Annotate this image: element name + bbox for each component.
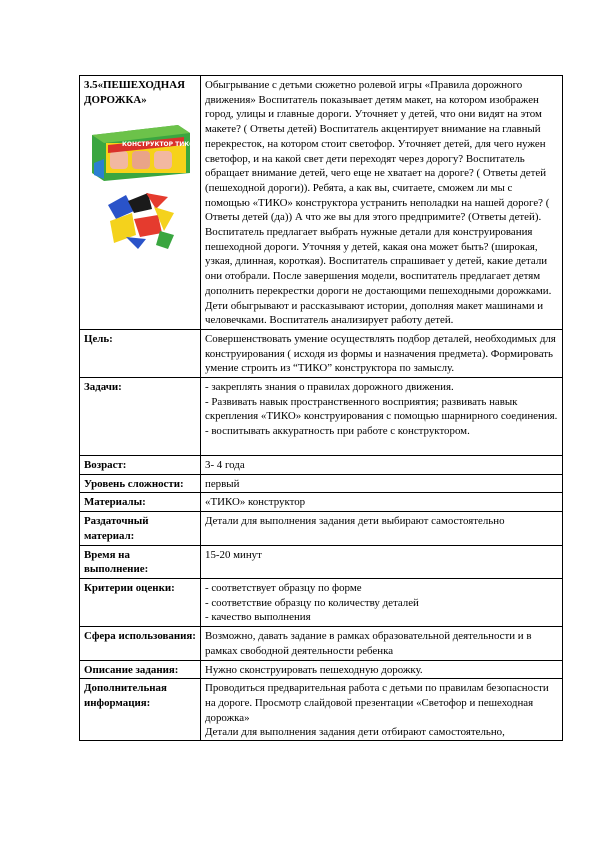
table-row bbox=[80, 660, 563, 679]
tasks-label: Задачи: bbox=[80, 378, 201, 456]
difficulty-label: Уровень сложности: bbox=[80, 474, 201, 493]
table-row bbox=[80, 493, 563, 512]
age-text: 3- 4 года bbox=[201, 456, 563, 475]
criteria-label: Критерии оценки: bbox=[80, 578, 201, 626]
scope-text: Возможно, давать задание в рамках образовательной деятельности и в рамках свободной деятельности ребенка bbox=[201, 627, 563, 660]
table-row bbox=[80, 474, 563, 493]
criteria-text: - соответствует образцу по форме - соответствие образцу по количеству деталей - качество выполнения bbox=[201, 578, 563, 626]
tasks-text: - закреплять знания о правилах дорожного движения. - Развивать навык пространственного восприятия; развивать навык скрепления «ТИКО» конструирования с помощью шарнирного соединения. - воспитывать аккуратность при работе с конструктором. bbox=[201, 378, 563, 456]
time-text: 15-20 минут bbox=[201, 545, 563, 578]
description-text: Нужно сконструировать пешеходную дорожку. bbox=[201, 660, 563, 679]
difficulty-text: первый bbox=[201, 474, 563, 493]
table-row bbox=[80, 456, 563, 475]
table-row bbox=[80, 545, 563, 578]
age-label: Возраст: bbox=[80, 456, 201, 475]
scope-label: Сфера использования: bbox=[80, 627, 201, 660]
row-label-cell bbox=[80, 76, 201, 330]
materials-text: «ТИКО» конструктор bbox=[201, 493, 563, 512]
table-row bbox=[80, 512, 563, 545]
handout-text: Детали для выполнения задания дети выбирают самостоятельно bbox=[201, 512, 563, 545]
materials-label: Материалы: bbox=[80, 493, 201, 512]
description-label: Описание задания: bbox=[80, 660, 201, 679]
table-row bbox=[80, 378, 563, 456]
table-row bbox=[80, 627, 563, 660]
goal-text: Совершенствовать умение осуществлять подбор деталей, необходимых для конструирования ( исходя из формы и назначения предмета). Формировать умение строить из “ТИКО” конструктора по замыслу. bbox=[201, 329, 563, 377]
table-row bbox=[80, 329, 563, 377]
box-logo-text: КОНСТРУКТОР ТИКО bbox=[122, 141, 194, 149]
task-scenario-text: Обыгрывание с детьми сюжетно ролевой игры «Правила дорожного движения» Воспитатель показывает детям макет, на котором изображен город, улицы и главные дороги. Уточняет у детей, что они видят на этом макете? ( Ответы детей) Воспитатель акцентирует внимание на главный перекресток, на котором стоит светофор. Уточняет детей, для чего нужен светофор, и на какой свет дети переходят через дорогу? Воспитатель обращает внимание детей, чего еще не хватает на дороге? ( Ответы детей (пешеходной дороги)). Ребята, а как вы, считаете, сможем ли мы с помощью «ТИКО» конструктора устранить неполадки на нашей дороге? ( Ответы детей (да)) А что же вы для этого предпримите? (Ответы детей). Воспитатель предлагает выбрать нужные детали для конструирования пешеходной дороги. Уточняя у детей, какая она может быть? (широкая, узкая, длинная, короткая). Воспитатель спрашивает у детей, какие детали они отобрали. После завершения модели, воспитатель предлагает детям дополнить перекрестки дороги не достающими пешеходными дорожками. Дети обыгрывают и рассказывают истории, дополняя макет машинами и человечками. Воспитатель анализирует работу детей. bbox=[201, 76, 563, 330]
tiko-shapes-image bbox=[106, 191, 176, 251]
table-row bbox=[80, 578, 563, 626]
table-row bbox=[80, 679, 563, 741]
extra-info-cell bbox=[201, 679, 563, 741]
task-title: 3.5«ПЕШЕХОДНАЯ ДОРОЖКА» bbox=[84, 79, 185, 106]
extra-info-label: Дополнительная информация: bbox=[80, 679, 201, 741]
table-row bbox=[80, 76, 563, 330]
time-label: Время на выполнение: bbox=[80, 545, 201, 578]
goal-label: Цель: bbox=[80, 329, 201, 377]
extra-info-text: Проводиться предварительная работа с детьми по правилам безопасности на дороге. Просмотр слайдовой презентации «Светофор и пешеходная дорожка» Детали для выполнения задания дети отбирают самостоятельно, bbox=[205, 682, 549, 739]
handout-label: Раздаточный материал: bbox=[80, 512, 201, 545]
tiko-box-image bbox=[88, 121, 194, 183]
task-card-table bbox=[79, 75, 563, 741]
